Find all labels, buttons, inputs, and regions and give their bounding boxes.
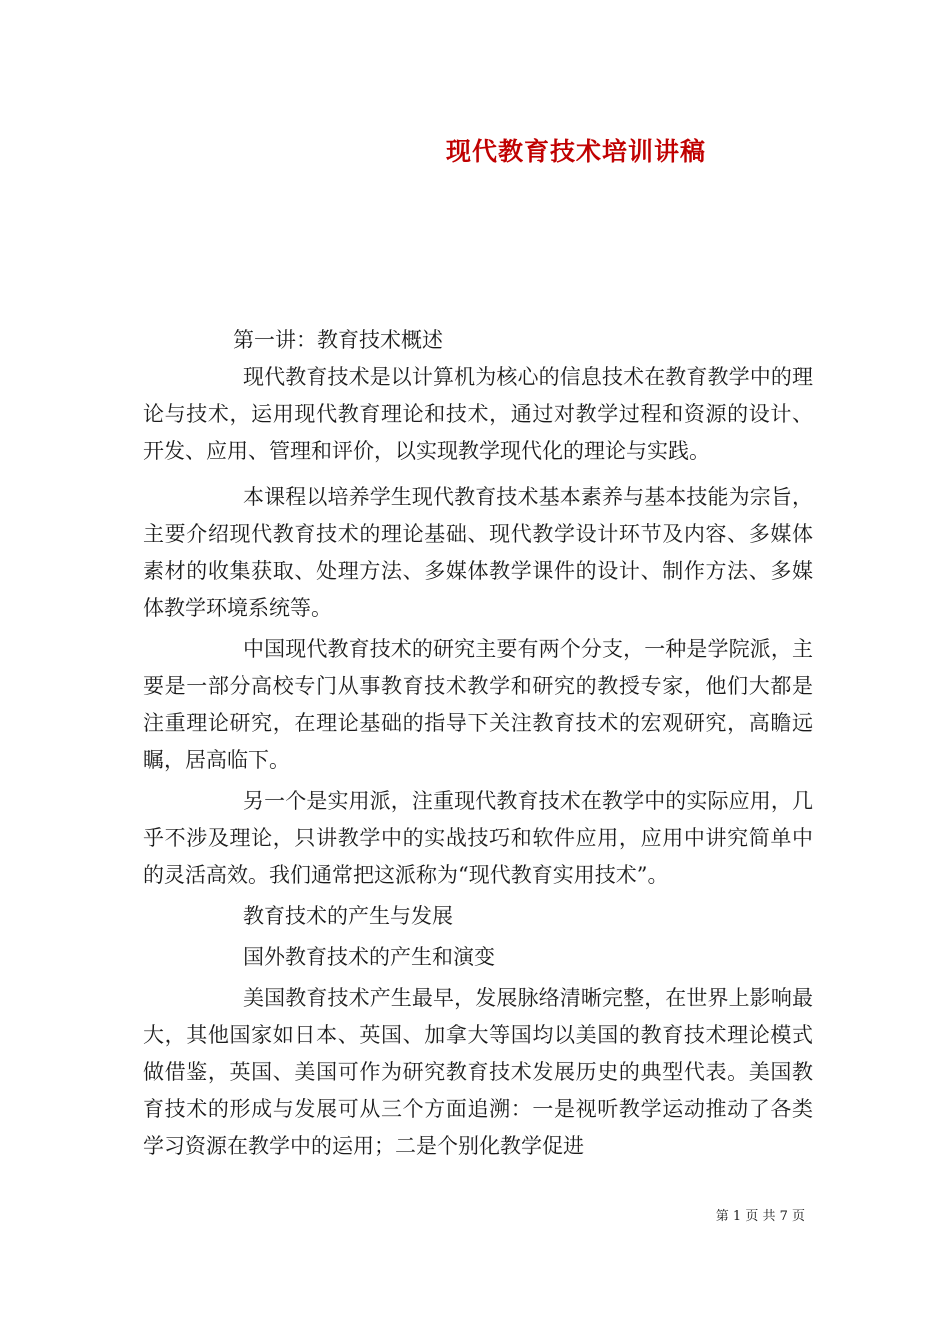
paragraph: 中国现代教育技术的研究主要有两个分支，一种是学院派，主要是一部分高校专门从事教育技术教学和研究的教授专家，他们大都是注重理论研究，在理论基础的指导下关注教育技术的宏观研究，高瞻远瞩，居高临下。 (143, 637, 813, 772)
subsection-heading: 国外教育技术的产生和演变 (243, 945, 495, 969)
page-number: 第 1 页 共 7 页 (715, 1209, 805, 1224)
document-title: 现代教育技术培训讲稿 (445, 137, 706, 166)
document-body (143, 322, 813, 1165)
paragraph: 现代教育技术是以计算机为核心的信息技术在教育教学中的理论与技术，运用现代教育理论和技术，通过对教学过程和资源的设计、开发、应用、管理和评价，以实现教学现代化的理论与实践。 (143, 365, 813, 463)
section-heading: 教育技术的产生与发展 (243, 904, 453, 928)
paragraph: 美国教育技术产生最早，发展脉络清晰完整，在世界上影响最大，其他国家如日本、英国、加拿大等国均以美国的教育技术理论模式做借鉴，英国、美国可作为研究教育技术发展历史的典型代表。美国教育技术的形成与发展可从三个方面追溯：一是视听教学运动推动了各类学习资源在教学中的运用；二是个别化教学促进 (143, 986, 813, 1158)
lecture-heading: 第一讲：教育技术概述 (233, 328, 443, 352)
paragraph: 另一个是实用派，注重现代教育技术在教学中的实际应用，几乎不涉及理论，只讲教学中的实战技巧和软件应用，应用中讲究简单中的灵活高效。我们通常把这派称为“现代教育实用技术”。 (143, 789, 813, 887)
paragraph: 本课程以培养学生现代教育技术基本素养与基本技能为宗旨，主要介绍现代教育技术的理论基础、现代教学设计环节及内容、多媒体素材的收集获取、处理方法、多媒体教学课件的设计、制作方法、多媒体教学环境系统等。 (143, 485, 813, 620)
